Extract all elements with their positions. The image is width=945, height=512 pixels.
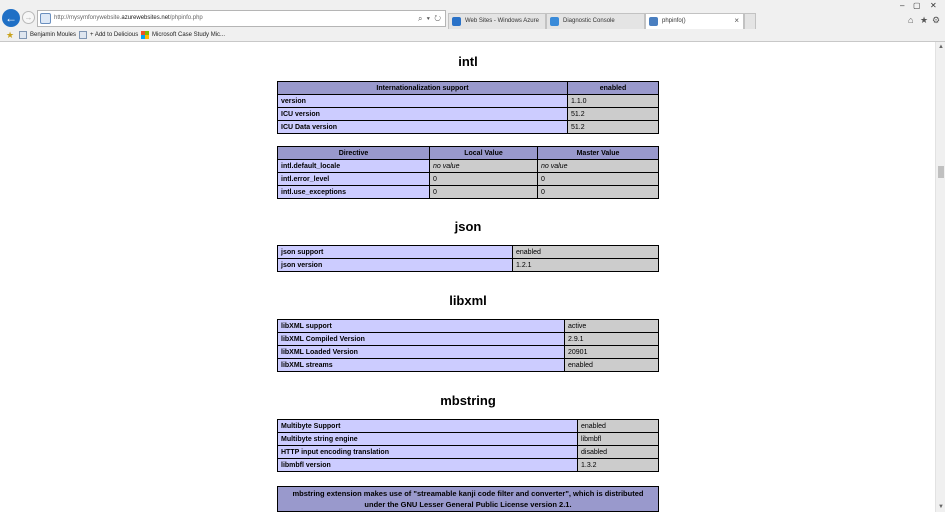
new-tab-button[interactable] xyxy=(744,13,756,29)
page-tab-icon xyxy=(649,17,658,26)
row-key: libXML support xyxy=(278,320,565,333)
row-value: enabled xyxy=(565,359,659,372)
phpinfo-content xyxy=(277,55,659,512)
no-value-text: no value xyxy=(541,162,568,170)
table-row xyxy=(278,359,659,372)
close-tab-icon[interactable]: × xyxy=(734,16,739,25)
row-key: version xyxy=(278,95,568,108)
row-key: libXML Loaded Version xyxy=(278,346,565,359)
local-value xyxy=(430,160,538,173)
mbstring-table xyxy=(277,419,659,472)
browser-chrome xyxy=(0,0,945,42)
row-value: enabled xyxy=(578,420,659,433)
no-value-text: no value xyxy=(433,162,460,170)
minimize-icon[interactable]: – xyxy=(900,1,905,10)
page-viewport xyxy=(0,42,935,512)
row-key: ICU version xyxy=(278,108,568,121)
address-bar[interactable] xyxy=(37,10,446,27)
table-row xyxy=(278,186,659,199)
tab-label: Diagnostic Console xyxy=(563,18,615,24)
row-value: active xyxy=(565,320,659,333)
row-value: 1.2.1 xyxy=(513,259,659,272)
favorite-microsoft-case-study[interactable] xyxy=(141,29,225,41)
vertical-scrollbar[interactable] xyxy=(935,42,945,512)
row-value: 51.2 xyxy=(568,108,659,121)
table-row xyxy=(278,433,659,446)
microsoft-logo-icon xyxy=(141,31,149,39)
browser-toolbar xyxy=(0,1,945,29)
section-title-json: json xyxy=(454,219,482,234)
favorite-label: Add to Delicious xyxy=(94,32,139,38)
row-key: ICU Data version xyxy=(278,121,568,134)
table-header: Local Value xyxy=(430,147,538,160)
mbstring-license-note xyxy=(277,486,659,512)
favorites-star-icon[interactable]: ★ xyxy=(920,15,929,25)
forward-button[interactable] xyxy=(22,11,35,24)
table-header: enabled xyxy=(568,82,659,95)
section-title-mbstring: mbstring xyxy=(440,393,496,408)
table-row xyxy=(278,420,659,433)
row-key: intl.default_locale xyxy=(278,160,430,173)
tab-label: Web Sites - Windows Azure xyxy=(465,18,539,24)
tab-diagnostic-console[interactable] xyxy=(546,13,645,29)
page-icon xyxy=(40,13,51,24)
row-key: libXML Compiled Version xyxy=(278,333,565,346)
row-key: json support xyxy=(278,246,513,259)
row-value: 2.9.1 xyxy=(565,333,659,346)
favorite-label: Microsoft Case Study Mic... xyxy=(152,32,226,38)
table-row xyxy=(278,108,659,121)
row-value: 1.3.2 xyxy=(578,459,659,472)
scroll-down-icon[interactable]: ▼ xyxy=(938,504,944,510)
home-icon[interactable]: ⌂ xyxy=(908,15,914,25)
row-value: enabled xyxy=(513,246,659,259)
table-header: Master Value xyxy=(538,147,659,160)
table-row xyxy=(278,95,659,108)
page-icon xyxy=(79,31,87,39)
master-value: 0 xyxy=(538,186,659,199)
azure-icon xyxy=(452,17,461,26)
favorite-label: Benjamin Moules xyxy=(30,32,77,38)
json-table xyxy=(277,245,659,272)
restore-icon[interactable]: ▢ xyxy=(913,1,921,10)
plus-icon: + xyxy=(90,32,95,38)
table-row xyxy=(278,346,659,359)
table-row xyxy=(278,121,659,134)
add-favorite-star-icon[interactable]: ★ xyxy=(6,30,15,40)
page-icon xyxy=(19,31,27,39)
row-value: 1.1.0 xyxy=(568,95,659,108)
url-prefix: http://mysymfonywebsite. xyxy=(54,15,122,21)
back-arrow-icon: ← xyxy=(5,11,17,25)
table-row xyxy=(278,333,659,346)
tab-web-sites-azure[interactable] xyxy=(448,13,546,29)
table-row xyxy=(278,320,659,333)
back-button[interactable] xyxy=(2,9,20,27)
row-key: libXML streams xyxy=(278,359,565,372)
table-row xyxy=(278,487,659,512)
tab-label: phpinfo() xyxy=(662,18,686,24)
row-value: libmbfl xyxy=(578,433,659,446)
row-key: Multibyte string engine xyxy=(278,433,578,446)
row-key: intl.error_level xyxy=(278,173,430,186)
row-key: intl.use_exceptions xyxy=(278,186,430,199)
row-value: 51.2 xyxy=(568,121,659,134)
intl-support-table xyxy=(277,81,659,134)
local-value: 0 xyxy=(430,186,538,199)
address-actions-icons[interactable]: ⌕ ▾ ↻ xyxy=(417,14,442,23)
table-header: Directive xyxy=(278,147,430,160)
table-row xyxy=(278,446,659,459)
row-key: json version xyxy=(278,259,513,272)
row-value: 20901 xyxy=(565,346,659,359)
tab-phpinfo[interactable] xyxy=(645,13,744,29)
table-row xyxy=(278,459,659,472)
master-value xyxy=(538,160,659,173)
intl-directives-table xyxy=(277,146,659,199)
row-key: libmbfl version xyxy=(278,459,578,472)
table-row xyxy=(278,246,659,259)
address-url[interactable] xyxy=(54,13,203,24)
table-header-row xyxy=(278,82,659,95)
table-header-row xyxy=(278,147,659,160)
tools-gear-icon[interactable]: ⚙ xyxy=(932,15,941,25)
libxml-table xyxy=(277,319,659,372)
table-header: Internationalization support xyxy=(278,82,568,95)
scrollbar-thumb[interactable] xyxy=(938,166,944,178)
close-window-icon[interactable]: ✕ xyxy=(930,1,937,10)
scroll-up-icon[interactable]: ▲ xyxy=(938,44,944,50)
favorites-bar xyxy=(0,29,945,41)
url-path: /phpinfo.php xyxy=(169,15,203,21)
master-value: 0 xyxy=(538,173,659,186)
url-domain: azurewebsites.net xyxy=(121,15,170,21)
table-row xyxy=(278,160,659,173)
row-key: Multibyte Support xyxy=(278,420,578,433)
table-row xyxy=(278,259,659,272)
favorite-benjamin-moules[interactable] xyxy=(19,29,76,41)
favorite-add-to-delicious[interactable] xyxy=(79,29,138,41)
row-key: HTTP input encoding translation xyxy=(278,446,578,459)
license-note-text: mbstring extension makes use of "streamable kanji code filter and converter", which is distributed under the GNU Lesser General Public License version 2.1. xyxy=(278,487,659,512)
row-value: disabled xyxy=(578,446,659,459)
console-icon xyxy=(550,17,559,26)
table-row xyxy=(278,173,659,186)
forward-arrow-icon: → xyxy=(24,13,33,22)
section-title-libxml: libxml xyxy=(449,293,487,308)
section-title-intl: intl xyxy=(458,54,478,69)
local-value: 0 xyxy=(430,173,538,186)
